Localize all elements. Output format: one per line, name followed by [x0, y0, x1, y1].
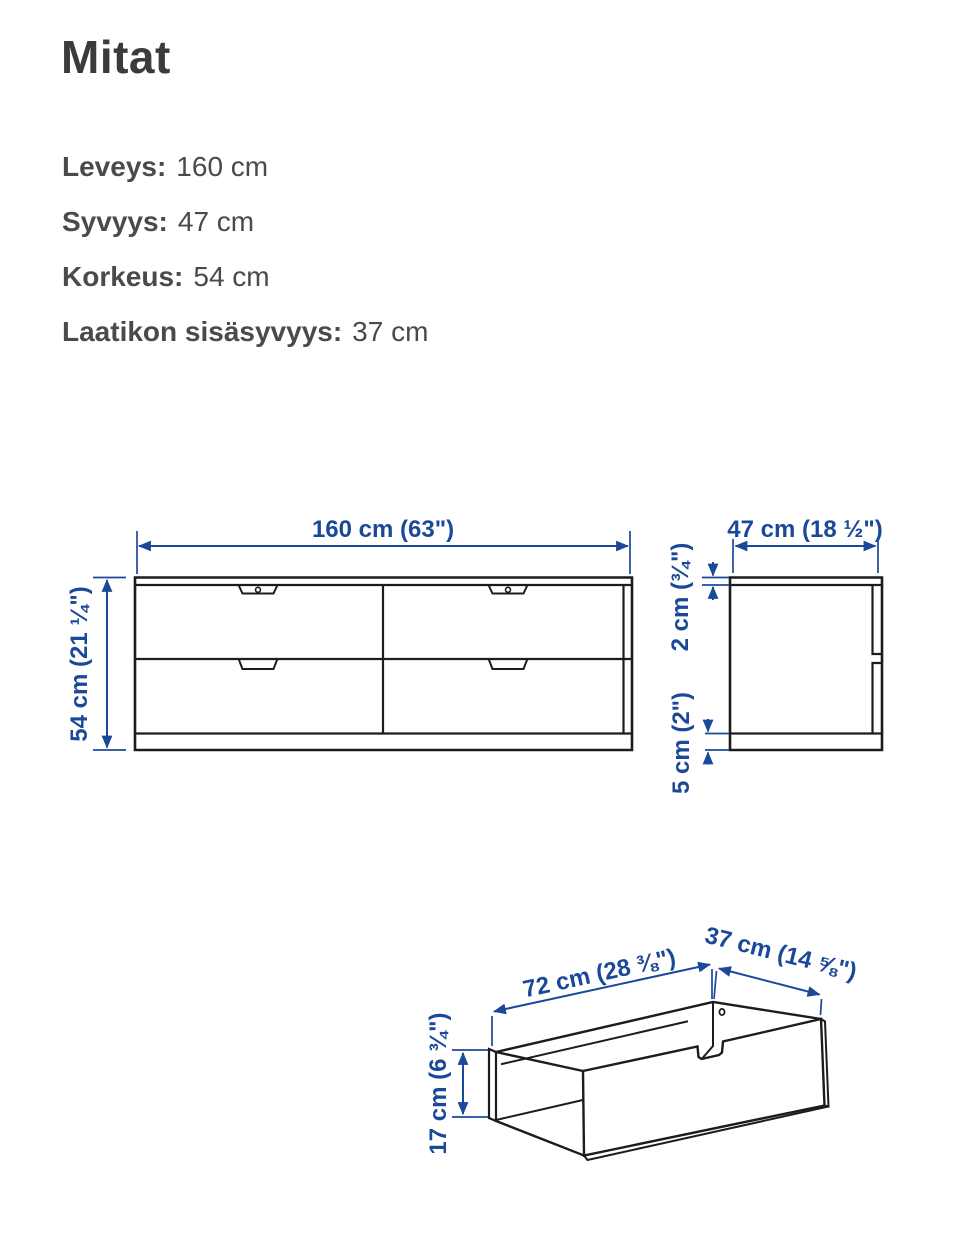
drawer-back-corner-edge: [703, 1002, 713, 1058]
drawer-width-dimension: [492, 944, 712, 1046]
spec-value: 47 cm: [177, 206, 255, 237]
spec-value: 37 cm: [352, 316, 429, 347]
drawer-depth-dimension: [702, 922, 859, 1015]
side-view-outline: [730, 578, 882, 751]
plinth-height-label: 5 cm (2"): [668, 691, 695, 795]
front-width-label: 160 cm (63"): [311, 516, 455, 543]
front-view-drawing: [135, 578, 632, 751]
side-view-panel-lines: [730, 585, 882, 734]
spec-label: Leveys:: [62, 151, 167, 182]
front-view-panel-lines: [135, 585, 632, 734]
spec-value: 54 cm: [193, 261, 270, 292]
extension-ticks: [452, 1050, 488, 1117]
drawer-drawing: [489, 1002, 829, 1160]
spec-label: Korkeus:: [62, 261, 184, 292]
drawer-depth-label: 37 cm (14 ⅝"): [702, 921, 860, 986]
handle-hole-icon: [506, 587, 511, 592]
top-thickness-dimension: [667, 543, 729, 652]
top-thickness-label: 2 cm (¾"): [667, 542, 694, 652]
spec-label: Syvyys:: [62, 206, 168, 237]
spec-value: 160 cm: [176, 151, 269, 182]
extension-ticks: [702, 578, 729, 586]
side-depth-label: 47 cm (18 ½"): [727, 516, 883, 543]
side-view-drawing: [730, 578, 882, 751]
front-width-dimension: [137, 516, 630, 574]
extension-ticks: [705, 734, 729, 751]
side-depth-dimension: [727, 516, 882, 573]
extension-lines: [733, 539, 878, 573]
drawer-height-dimension: [425, 1012, 488, 1154]
handle-hole-icon: [256, 587, 261, 592]
extension-ticks: [93, 578, 126, 751]
plinth-height-dimension: [668, 692, 729, 794]
front-height-dimension: [66, 578, 126, 751]
drawer-height-label: 17 cm (6 ¾"): [425, 1012, 452, 1155]
extension-lines: [714, 971, 822, 1015]
page-title: Mitat: [61, 31, 171, 83]
drawer-back-panel: [489, 1049, 496, 1121]
spec-label: Laatikon sisäsyvyys:: [62, 316, 343, 347]
drawer-screw-hole-icon: [719, 1009, 724, 1015]
drawer-width-label: 72 cm (28 ⅜"): [520, 943, 679, 1004]
front-height-label: 54 cm (21 ¼"): [66, 586, 93, 742]
